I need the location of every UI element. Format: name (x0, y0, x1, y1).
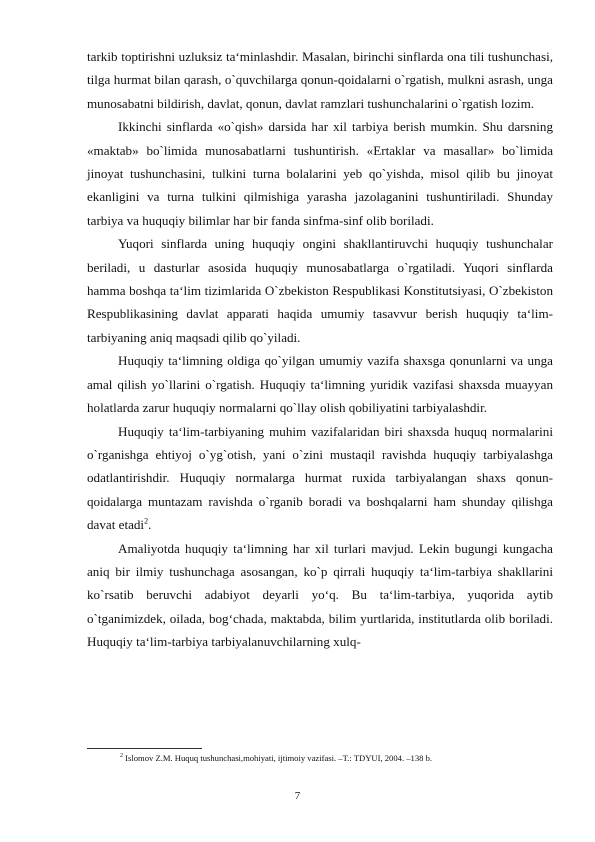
paragraph-general-task (87, 349, 553, 419)
footnote-text: Islomov Z.M. Huquq tushunchasi,mohiyati, ijtimoiy vazifasi. –T.: TDYUI, 2004. –138 b. (123, 753, 433, 763)
footnote (120, 752, 560, 764)
footnote-separator (87, 748, 202, 749)
paragraph-text: Ikkinchi sinflarda «o`qish» darsida har xil tarbiya berish mumkin. Shu darsning «maktab» bo`limida munosabatlarni tushuntirish. «Ertaklar va masallar» bo`limida jinoyat tushunchasini, tulkini turna bolalarini yeb qo`yishda, misol qilib bu jinoyat ekanligini va turna tulkini qilmishiga yarasha jazolaganini tushuntiriladi. Shunday tarbiya va huquqiy bilimlar har bir fanda sinfma-sinf olib boriladi. (87, 119, 553, 228)
paragraph-second-grade (87, 115, 553, 232)
paragraph-continued (87, 45, 553, 115)
paragraph-text: tarkib toptirishni uzluksiz ta‘minlashdir. Masalan, birinchi sinflarda ona tili tushunchasi, tilga hurmat bilan qarash, o`quvchilarga qonun-qoidalarni o`rgatish, mulkni asrash, unga munosabatni bildirish, davlat, qonun, davlat ramzlari tushunchalarini o`rgatish lozim. (87, 49, 553, 111)
paragraph-text: Yuqori sinflarda uning huquqiy ongini shakllantiruvchi huquqiy tushunchalar beriladi, u dasturlar asosida huquqiy munosabatlarga o`rgatiladi. Yuqori sinflarda hamma boshqa ta‘lim tizimlarida O`zbekiston Respublikasi Konstitutsiyasi, O`zbekiston Respublikasining davlat apparati haqida umumiy tasavvur berish huquqiy ta‘lim- tarbiyaning aniq maqsadi qilib qo`yiladi. (87, 236, 553, 345)
paragraph-text: Amaliyotda huquqiy ta‘limning har xil turlari mavjud. Lekin bugungi kungacha aniq bir ilmiy tushunchaga asosangan, ko`p qirrali huquqiy ta‘lim-tarbiya shakllarini ko`rsatib beruvchi adabiyot deyarli yo‘q. Bu ta‘lim-tarbiya, yuqorida aytib o`tganimizdek, oilada, bog‘chada, maktabda, bilim yurtlarida, institutlarda olib boriladi. Huquqiy ta‘lim-tarbiya tarbiyalanuvchilarning xulq- (87, 540, 553, 650)
page-number: 7 (294, 790, 301, 802)
paragraph-upper-grades (87, 232, 553, 349)
paragraph-important-tasks (87, 420, 553, 537)
paragraph-practice (87, 537, 553, 654)
body-text (87, 45, 553, 654)
footnote-number: 2 (120, 753, 123, 760)
footnote-reference[interactable]: 2 (144, 516, 149, 526)
paragraph-end-punctuation: . (148, 517, 152, 533)
paragraph-text: Huquqiy ta‘limning oldiga qo`yilgan umumiy vazifa shaxsga qonunlarni va unga amal qilish yo`llarini o`rgatish. Huquqiy ta‘limning yuridik vazifasi shaxsda muayyan holatlarda zarur huquqiy normalarni qo`llay olish qobiliyatini tarbiyalashdir. (87, 353, 553, 416)
paragraph-text: Huquqiy ta‘lim-tarbiyaning muhim vazifalaridan biri shaxsda huquq normalarini o`rganishga ehtiyoj o`yg`otish, yani o`zini mustaqil ravishda huquqiy tarbiyalashga odatlantirishdir. Huquqiy normalarga hurmat ruxida tarbiyalangan shaxs qonun-qoidalarga muntazam ravishda o`rganib boradi va boshqalarni ham shunday qilishga davat etadi (87, 423, 553, 533)
